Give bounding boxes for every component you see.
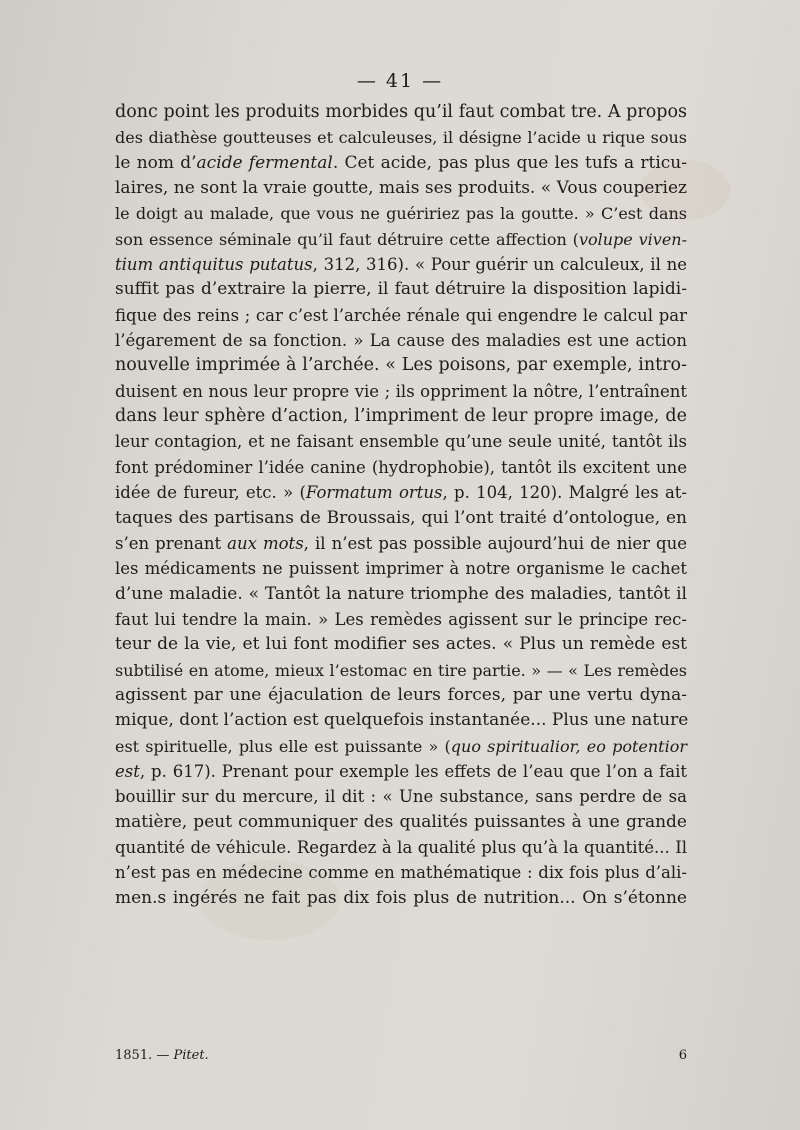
text-line: taques des partisans de Broussais, qui l’ont traité d’ontologue, en [115, 507, 687, 528]
text-line: agissent par une éjaculation de leurs forces, par une vertu dyna- [115, 684, 687, 705]
text-line: faut lui tendre la main. » Les remèdes agissent sur le principe rec- [115, 609, 687, 629]
text-line: est spirituelle, plus elle est puissante » (quo spiritualior, eo potentior [115, 736, 687, 756]
text-line: men.s ingérés ne fait pas dix fois plus de nutrition... On s’étonne [115, 887, 687, 908]
body-text [115, 100, 687, 911]
italic-phrase: acide fermental [196, 152, 333, 173]
text-line: des diathèse goutteuses et calculeuses, il désigne l’acide u rique sous [115, 128, 687, 148]
text-line: nouvelle imprimée à l’archée. « Les poisons, par exemple, intro- [115, 355, 687, 376]
text-line: mique, dont l’action est quelquefois instantanée... Plus une nature [115, 710, 689, 731]
text-line: matière, peut communiquer des qualités puissantes à une grande [115, 811, 687, 832]
text-line: teur de la vie, et lui font modifier ses actes. « Plus un remède est [115, 634, 687, 655]
page-footer [115, 1048, 687, 1072]
text-line: donc point les produits morbides qu’il faut combat tre. A propos [115, 102, 687, 122]
text-line: est, p. 617). Prenant pour exemple les effets de l’eau que l’on a fait [115, 761, 687, 781]
text-line: s’en prenant aux mots, il n’est pas possible aujourd’hui de nier que [115, 533, 688, 553]
text-line: son essence séminale qu’il faut détruire cette affection (volupe viven- [115, 229, 688, 249]
italic-phrase: est [115, 761, 140, 781]
footer-name: Pitet. [173, 1048, 209, 1063]
text-line: dans leur sphère d’action, l’impriment de leur propre image, de [115, 406, 687, 427]
italic-phrase: Formatum ortus [305, 483, 443, 503]
text-line: leur contagion, et ne faisant ensemble qu’une seule unité, tantôt ils [115, 432, 687, 452]
text-line: le doigt au malade, que vous ne guéririez pas la goutte. » C’est dans [115, 204, 687, 224]
text-line: idée de fureur, etc. » (Formatum ortus, p. 104, 120). Malgré les at- [115, 483, 687, 503]
text-line: tium antiquitus putatus, 312, 316). « Pour guérir un calculeux, il ne [115, 255, 687, 275]
text-line: duisent en nous leur propre vie ; ils oppriment la nôtre, l’entraînent [115, 381, 687, 401]
italic-phrase: quo spiritualior, eo potentior [450, 736, 687, 756]
text-line: n’est pas en médecine comme en mathématique : dix fois plus d’ali- [115, 863, 687, 883]
text-line: laires, ne sont la vraie goutte, mais ses produits. « Vous couperiez [115, 178, 687, 199]
italic-phrase: tium antiquitus putatus [115, 255, 313, 275]
text-line: les médicaments ne puissent imprimer à notre organisme le cachet [115, 559, 687, 579]
text-line: subtilisé en atome, mieux l’estomac en tire partie. » — « Les remèdes [115, 660, 687, 680]
text-line: d’une maladie. « Tantôt la nature triomphe des maladies, tantôt il [115, 583, 687, 604]
signature-mark: 6 [678, 1048, 687, 1063]
text-line: quantité de véhicule. Regardez à la qualité plus qu’à la quantité... Il [115, 837, 687, 857]
text-line: suffit pas d’extraire la pierre, il faut détruire la disposition lapidi- [115, 279, 687, 300]
page-number: — 41 — [356, 70, 444, 92]
footer-year: 1851. — [115, 1048, 170, 1063]
italic-phrase: aux mots [227, 533, 304, 553]
printer-signature [115, 1048, 209, 1063]
text-line: le nom d’acide fermental. Cet acide, pas plus que les tufs a rticu- [115, 152, 687, 173]
text-line: bouillir sur du mercure, il dit : « Une substance, sans perdre de sa [115, 787, 687, 807]
text-line: fique des reins ; car c’est l’archée rénale qui engendre le calcul par [115, 305, 687, 325]
text-line: l’égarement de sa fonction. » La cause des maladies est une action [115, 331, 687, 351]
italic-phrase: volupe viven- [578, 229, 688, 249]
text-line: font prédominer l’idée canine (hydrophobie), tantôt ils excitent une [115, 457, 687, 477]
